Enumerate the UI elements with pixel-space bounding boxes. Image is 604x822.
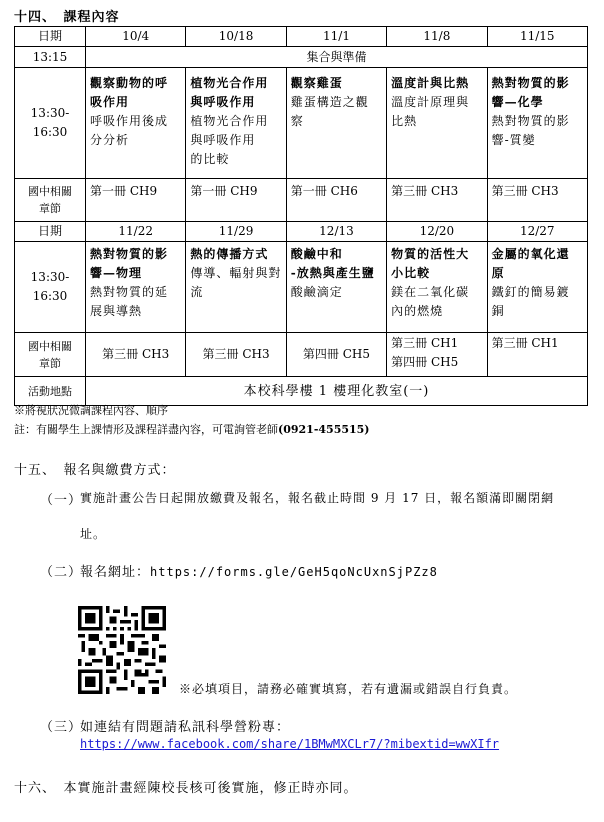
gather-text: 集合與準備 xyxy=(86,47,588,68)
course-cell: 溫度計與比熱 溫度計原理與 比熱 xyxy=(387,68,487,179)
course-cell: 觀察動物的呼 吸作用 呼吸作用後成 分分析 xyxy=(86,68,186,179)
date-header-row-1 xyxy=(15,27,588,47)
course-cell: 植物光合作用 與呼吸作用 植物光合作用 與呼吸作用 的比較 xyxy=(186,68,286,179)
date-cell: 10/18 xyxy=(186,27,286,47)
chapter-cell: 第一冊 CH9 xyxy=(86,179,186,222)
course-cell: 熱對物質的影 響—物理 熱對物質的延 展與導熱 xyxy=(86,242,186,333)
chapter-cell: 第一冊 CH9 xyxy=(186,179,286,222)
registration-url[interactable]: https://forms.gle/GeH5qoNcUxnSjPZz8 xyxy=(150,565,438,579)
date-cell: 12/20 xyxy=(387,222,487,242)
chapter-cell: 第三冊 CH1 第四冊 CH5 xyxy=(387,333,487,377)
date-cell: 11/1 xyxy=(286,27,386,47)
course-cell: 酸鹼中和 -放熱與產生鹽 酸鹼滴定 xyxy=(286,242,386,333)
class-time: 13:30- 16:30 xyxy=(15,242,86,333)
date-cell: 12/27 xyxy=(487,222,587,242)
facebook-link[interactable]: https://www.facebook.com/share/1BMwMXCLr7/?mibextid=wwXIfr xyxy=(80,737,500,751)
chapter-cell: 第三冊 CH1 xyxy=(487,333,587,377)
chapter-cell: 第四冊 CH5 xyxy=(286,333,386,377)
chapter-cell: 第三冊 CH3 xyxy=(186,333,286,377)
date-cell: 11/15 xyxy=(487,27,587,47)
class-row-1 xyxy=(15,68,588,179)
schedule-note: ※將視狀況微調課程內容、順序 xyxy=(14,404,168,417)
gather-time: 13:15 xyxy=(15,47,86,68)
registration-url-line: 報名網址：https://forms.gle/GeH5qoNcUxnSjPZz8 xyxy=(80,565,438,580)
qr-code xyxy=(78,606,166,694)
item1-number: （一） xyxy=(40,493,83,508)
date-cell: 10/4 xyxy=(86,27,186,47)
date-cell: 11/29 xyxy=(186,222,286,242)
class-time: 13:30- 16:30 xyxy=(15,68,86,179)
date-label: 日期 xyxy=(15,222,86,242)
item3-number: （三） xyxy=(40,720,83,735)
contact-phone: (0921-455515) xyxy=(278,423,370,436)
date-cell: 11/22 xyxy=(86,222,186,242)
course-cell: 熱對物質的影 響—化學 熱對物質的影 響-質變 xyxy=(487,68,587,179)
item1-text: 實施計畫公告日起開放繳費及報名，報名截止時間 9 月 17 日，報名額滿即關閉網 xyxy=(80,491,555,505)
course-cell: 金屬的氧化還 原 鐵釘的簡易鍍 銅 xyxy=(487,242,587,333)
course-schedule-table xyxy=(14,26,588,406)
chapter-cell: 第三冊 CH3 xyxy=(487,179,587,222)
chapter-cell: 第三冊 CH3 xyxy=(86,333,186,377)
date-header-row-2 xyxy=(15,222,588,242)
section-16-title: 十六、 本實施計畫經陳校長核可後實施，修正時亦同。 xyxy=(14,781,358,796)
chapter-row-1 xyxy=(15,179,588,222)
section-15-title: 十五、 報名與繳費方式： xyxy=(14,463,176,478)
section-14-title: 十四、 課程內容 xyxy=(14,10,120,25)
item2-number: （二） xyxy=(40,565,83,580)
chapter-cell: 第三冊 CH3 xyxy=(387,179,487,222)
chapter-label: 國中相關 章節 xyxy=(15,333,86,377)
location-label: 活動地點 xyxy=(15,377,86,406)
gather-row xyxy=(15,47,588,68)
date-cell: 12/13 xyxy=(286,222,386,242)
required-fields-note: ※必填項目，請務必確實填寫，若有遺漏或錯誤自行負責。 xyxy=(179,682,518,696)
chapter-label: 國中相關 章節 xyxy=(15,179,86,222)
date-label: 日期 xyxy=(15,27,86,47)
item3-text: 如連結有問題請私訊科學營粉專： xyxy=(80,720,291,735)
contact-note: 註：有關學生上課情形及課程詳盡內容，可電詢管老師(0921-455515) xyxy=(14,423,370,436)
chapter-cell: 第一冊 CH6 xyxy=(286,179,386,222)
item1-text-cont: 址。 xyxy=(80,527,107,541)
course-cell: 熱的傳播方式 傳導、輻射與對 流 xyxy=(186,242,286,333)
course-cell: 物質的活性大 小比較 鎂在二氧化碳 內的燃燒 xyxy=(387,242,487,333)
class-row-2 xyxy=(15,242,588,333)
chapter-row-2 xyxy=(15,333,588,377)
date-cell: 11/8 xyxy=(387,27,487,47)
course-cell: 觀察雞蛋 雞蛋構造之觀 察 xyxy=(286,68,386,179)
location-value: 本校科學樓 1 樓理化教室(一) xyxy=(86,377,588,406)
